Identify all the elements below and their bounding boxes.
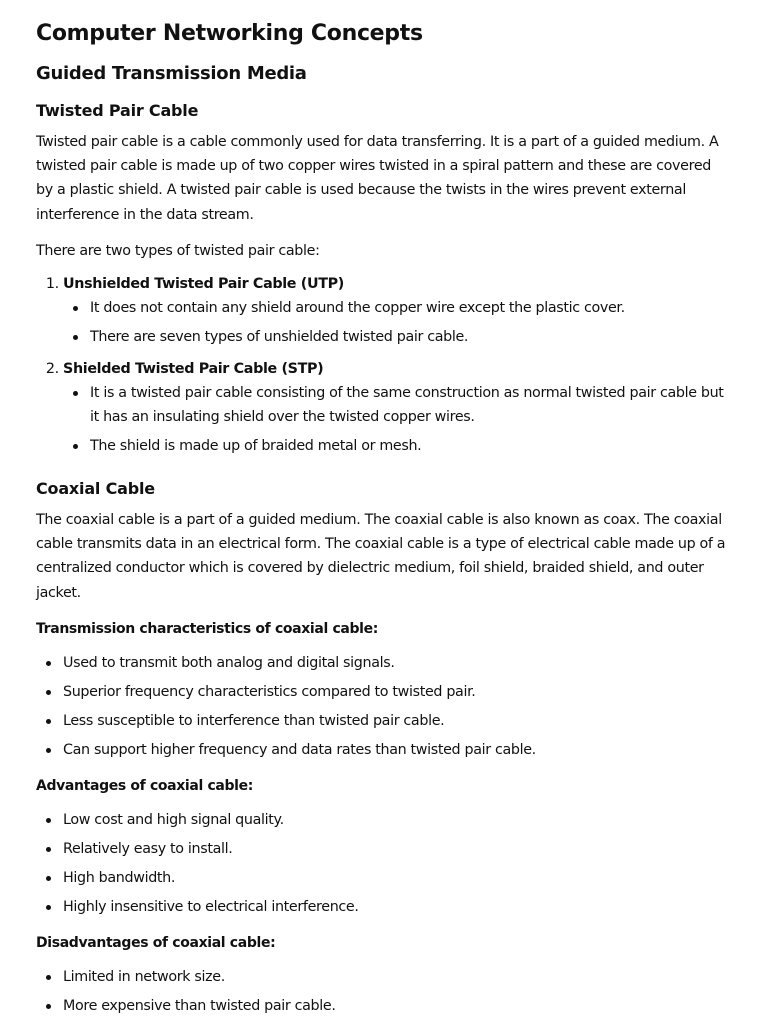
disadvantages-label: Disadvantages of coaxial cable:: [36, 935, 276, 952]
list-item: The shield is made up of braided metal or mesh.: [90, 434, 732, 458]
list-item: Used to transmit both analog and digital signals.: [63, 651, 732, 675]
list-item: Can support higher frequency and data rates than twisted pair cable.: [63, 738, 732, 762]
advantages-list: [36, 808, 732, 919]
list-item: Highly insensitive to electrical interference.: [63, 895, 732, 919]
twisted-pair-types-list: [36, 272, 732, 458]
utp-title: Unshielded Twisted Pair Cable (UTP): [63, 276, 344, 293]
disadvantages-list: [36, 965, 732, 1018]
list-item: Superior frequency characteristics compared to twisted pair.: [63, 680, 732, 704]
list-item: High bandwidth.: [63, 866, 732, 890]
stp-points: [63, 381, 732, 458]
characteristics-label: Transmission characteristics of coaxial cable:: [36, 620, 379, 637]
list-item: More expensive than twisted pair cable.: [63, 994, 732, 1018]
twisted-pair-types-intro: There are two types of twisted pair cable:: [36, 242, 320, 259]
coaxial-intro: The coaxial cable is a part of a guided medium. The coaxial cable is also known as coax. The coaxial cable transmits data in an electrical form. The coaxial cable is a type of electrical cable made up of a centralized conductor which is covered by dielectric medium, foil shield, braided shield, and outer jacket.: [36, 512, 726, 601]
list-item: Relatively easy to install.: [63, 837, 732, 861]
utp-points: [63, 296, 732, 349]
advantages-label: Advantages of coaxial cable:: [36, 778, 254, 795]
list-item: It does not contain any shield around the copper wire except the plastic cover.: [90, 296, 732, 320]
stp-title: Shielded Twisted Pair Cable (STP): [63, 361, 324, 378]
list-item: Low cost and high signal quality.: [63, 808, 732, 832]
list-item: Limited in network size.: [63, 965, 732, 989]
coaxial-heading: Coaxial Cable: [36, 479, 155, 499]
list-item: Less susceptible to interference than twisted pair cable.: [63, 709, 732, 733]
characteristics-list: [36, 651, 732, 762]
twisted-pair-intro: Twisted pair cable is a cable commonly used for data transferring. It is a part of a guided medium. A twisted pair cable is made up of two copper wires twisted in a spiral pattern and these are covered by a plastic shield. A twisted pair cable is used because the twists in the wires prevent external interference in the data stream.: [36, 134, 719, 223]
section-heading: Guided Transmission Media: [36, 63, 307, 84]
list-item: It is a twisted pair cable consisting of the same construction as normal twisted pair cable but it has an insulating shield over the twisted copper wires.: [90, 381, 732, 429]
twisted-pair-heading: Twisted Pair Cable: [36, 101, 199, 120]
list-item-utp: [63, 272, 732, 349]
page-title: Computer Networking Concepts: [36, 21, 423, 46]
list-item-stp: [63, 357, 732, 458]
list-item: There are seven types of unshielded twisted pair cable.: [90, 325, 732, 349]
